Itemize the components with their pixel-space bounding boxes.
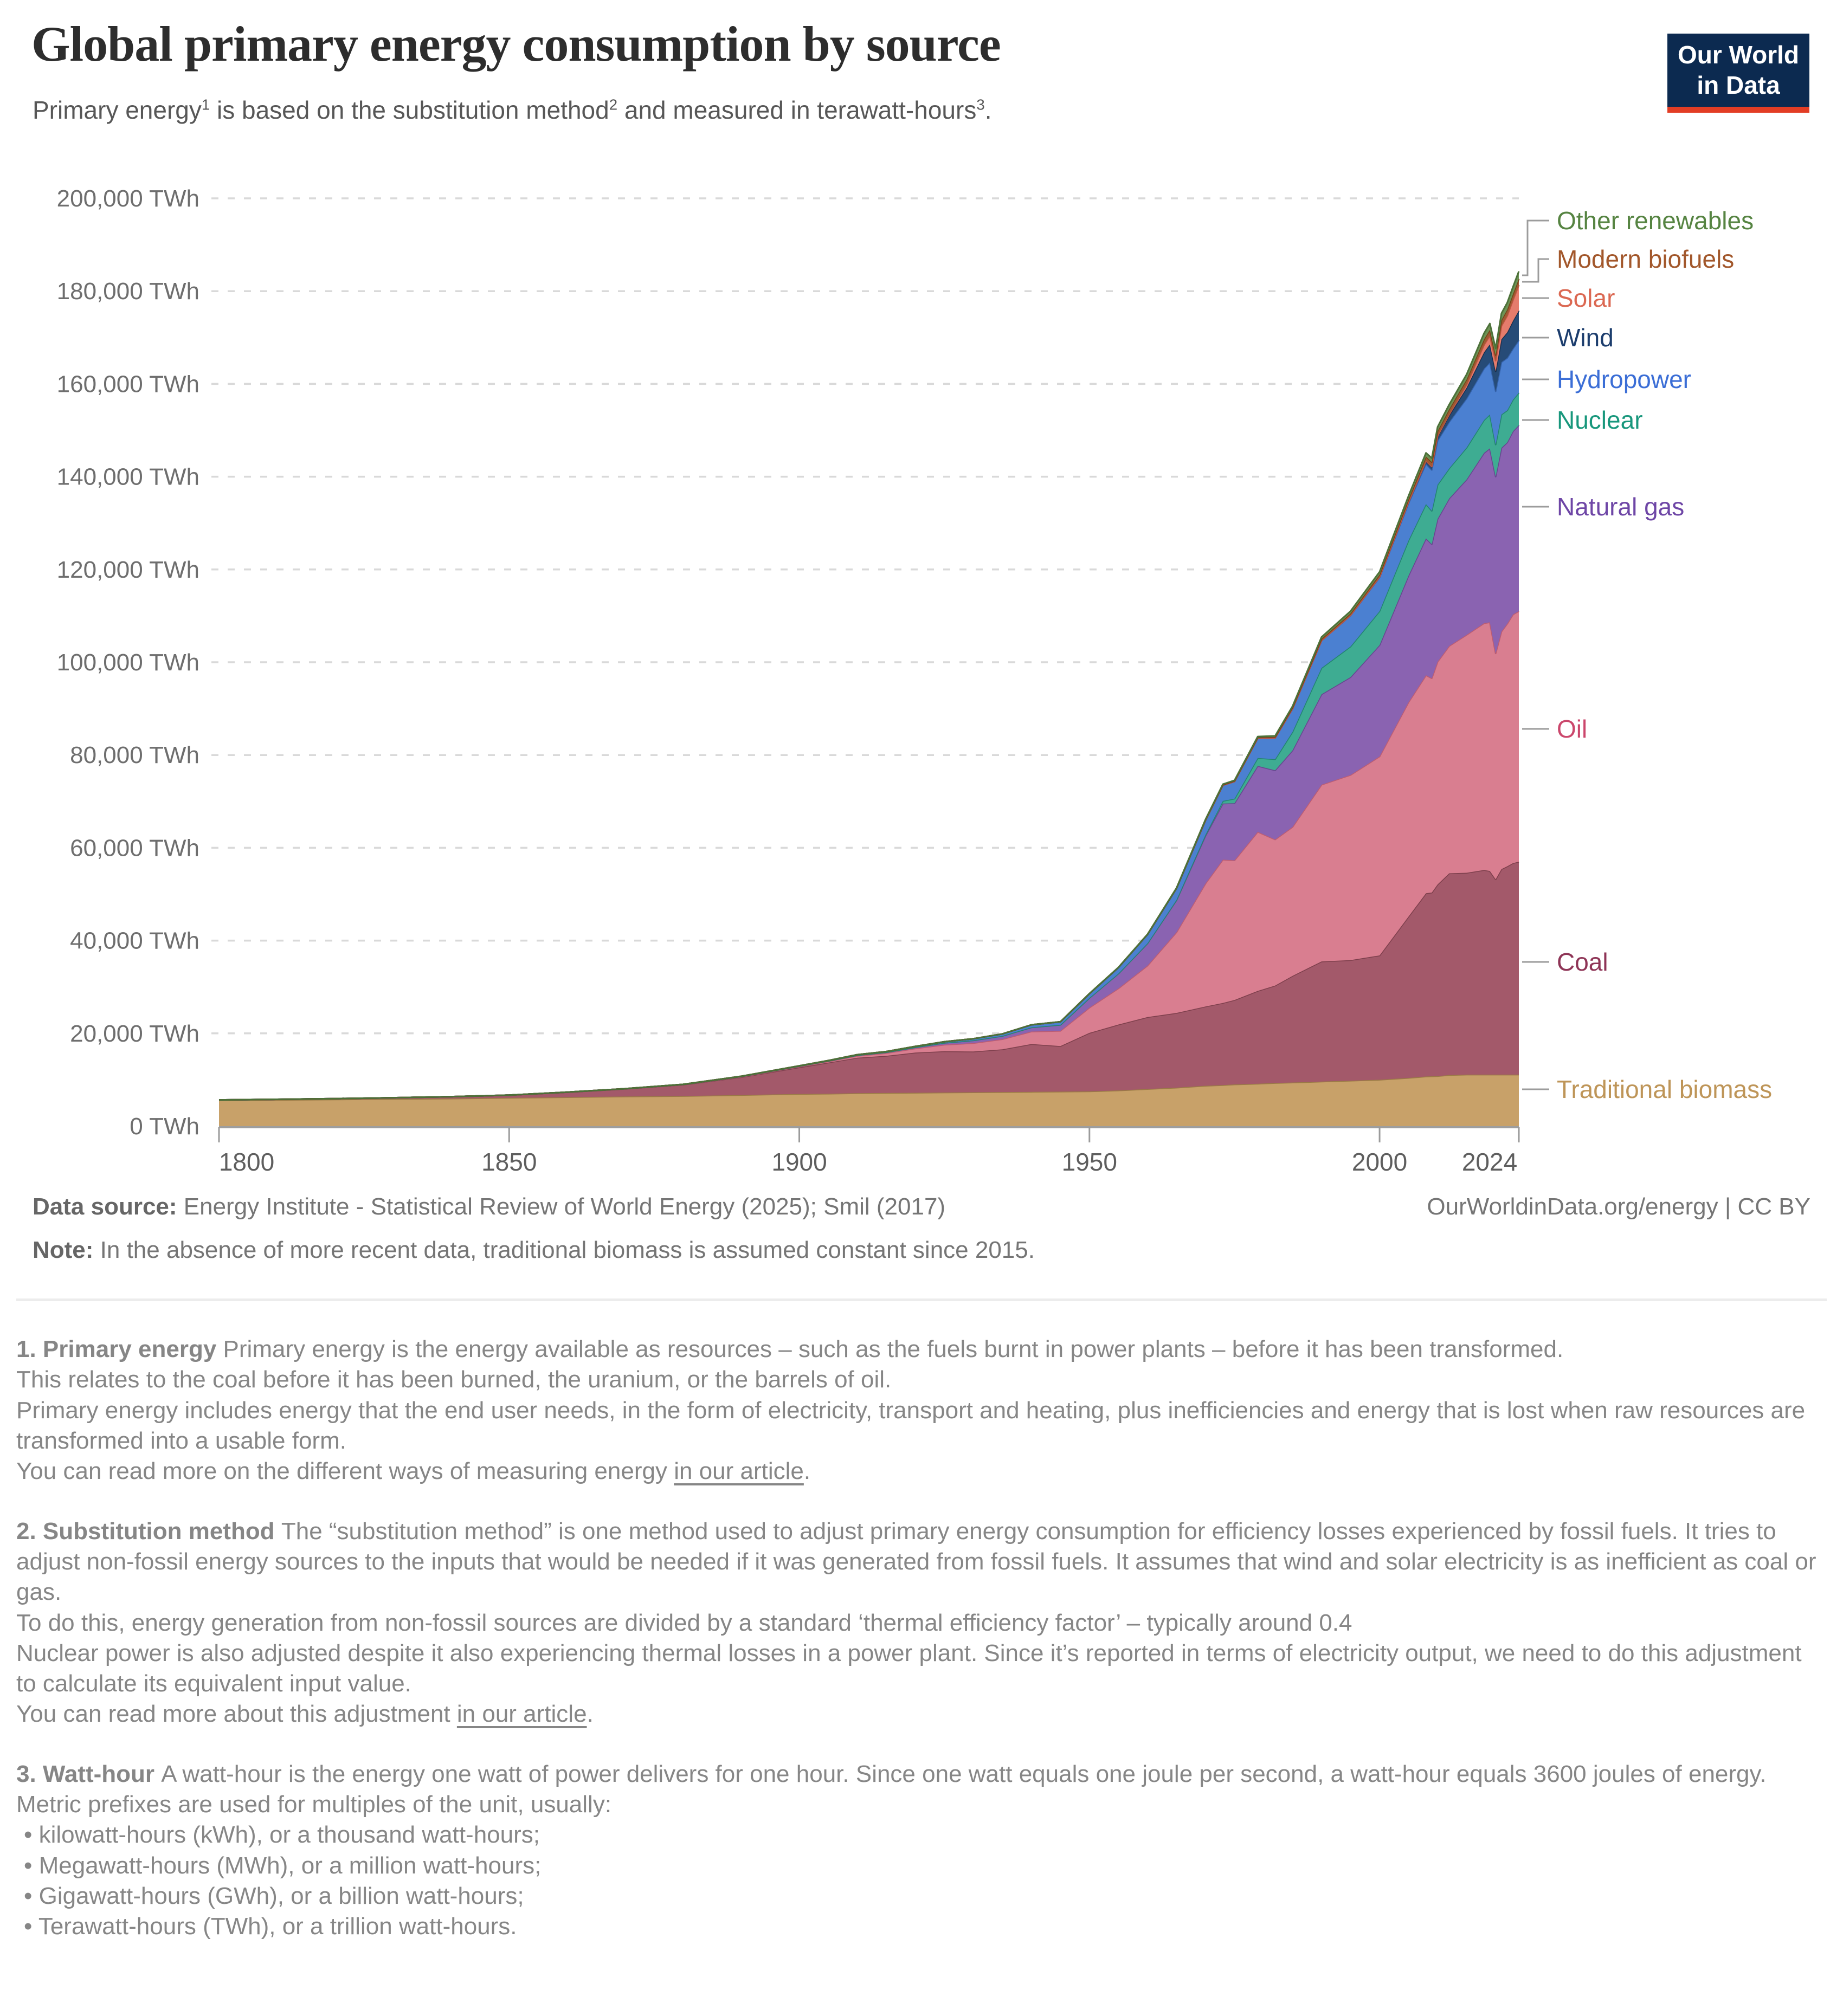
page-title: Global primary energy consumption by source bbox=[31, 16, 1001, 72]
data-source-text: Energy Institute - Statistical Review of World Energy (2025); Smil (2017) bbox=[177, 1193, 946, 1220]
note-label: Note: bbox=[33, 1237, 94, 1263]
footnote-bullet: • Gigawatt-hours (GWh), or a billion watt-hours; bbox=[24, 1883, 524, 1909]
footnote-line: Metric prefixes are used for multiples of the unit, usually: bbox=[16, 1791, 612, 1818]
legend-label-wind[interactable]: Wind bbox=[1557, 324, 1614, 352]
y-axis-tick-label: 20,000 TWh bbox=[70, 1020, 199, 1047]
footnote-line: You can read more on the different ways of measuring energy in our article. bbox=[16, 1458, 811, 1485]
y-axis-tick-label: 80,000 TWh bbox=[70, 742, 199, 769]
article-link[interactable]: in our article bbox=[674, 1458, 804, 1485]
footnote-bullet: • kilowatt-hours (kWh), or a thousand watt-hours; bbox=[24, 1821, 540, 1849]
y-axis-tick-label: 60,000 TWh bbox=[70, 835, 199, 862]
footnote-ref-3: 3 bbox=[976, 96, 985, 113]
x-axis-tick-label: 2024 bbox=[1461, 1148, 1518, 1176]
article-link[interactable]: in our article bbox=[456, 1701, 587, 1728]
subtitle-text: Primary energy bbox=[33, 96, 202, 124]
footnote-1 bbox=[16, 1334, 1821, 1487]
footnote-line: You can read more about this adjustment in our article. bbox=[16, 1701, 594, 1728]
note-row bbox=[33, 1237, 1810, 1264]
data-source-label: Data source: bbox=[33, 1193, 177, 1220]
legend-label-coal[interactable]: Coal bbox=[1557, 948, 1608, 976]
footnote-line: Primary energy includes energy that the end user needs, in the form of electricity, transport and heating, plus inefficiencies and energy that is lost when raw resources are transformed into a usable form. bbox=[16, 1397, 1806, 1454]
x-axis-tick-label: 2000 bbox=[1351, 1148, 1408, 1176]
legend-label-solar[interactable]: Solar bbox=[1557, 284, 1615, 312]
y-axis-tick-label: 0 TWh bbox=[130, 1113, 199, 1140]
x-axis-tick-label: 1850 bbox=[481, 1148, 537, 1176]
footnote-line: 1. Primary energy Primary energy is the energy available as resources – such as the fuels burnt in power plants – before it has been transformed. bbox=[16, 1336, 1564, 1362]
y-axis-tick-label: 40,000 TWh bbox=[70, 927, 199, 954]
y-axis-tick-label: 120,000 TWh bbox=[56, 556, 199, 583]
footnote-heading: 1. Primary energy bbox=[16, 1336, 223, 1362]
chart-subtitle: Primary energy$^1$ is based on the substitution method$^2$ and measured in terawatt-hours$^3$. bbox=[33, 96, 992, 124]
footnotes-section bbox=[16, 1334, 1821, 1972]
legend-label-natural_gas[interactable]: Natural gas bbox=[1557, 493, 1685, 521]
footnote-2 bbox=[16, 1516, 1821, 1730]
y-axis-tick-label: 140,000 TWh bbox=[56, 463, 199, 490]
y-axis-tick-label: 160,000 TWh bbox=[56, 371, 199, 398]
x-axis-tick-label: 1950 bbox=[1061, 1148, 1117, 1176]
footnote-line: Nuclear power is also adjusted despite it also experiencing thermal losses in a power plant. Since it’s reported in terms of electricity output, we need to do this adjustment to calculate its equivalent input value. bbox=[16, 1639, 1802, 1697]
legend-label-hydropower[interactable]: Hydropower bbox=[1557, 365, 1691, 393]
note-text: In the absence of more recent data, traditional biomass is assumed constant since 2015. bbox=[93, 1237, 1035, 1263]
legend-connector-other_renewables bbox=[1522, 221, 1549, 275]
footnote-ref-1: 1 bbox=[201, 96, 210, 113]
footnote-bullet: • Terawatt-hours (TWh), or a trillion watt-hours. bbox=[24, 1913, 517, 1940]
footnote-line: This relates to the coal before it has been burned, the uranium, or the barrels of oil. bbox=[16, 1366, 892, 1393]
legend-label-modern_biofuels[interactable]: Modern biofuels bbox=[1557, 245, 1735, 273]
footnote-heading: 2. Substitution method bbox=[16, 1517, 281, 1545]
owid-url-link[interactable]: OurWorldinData.org/energy | CC BY bbox=[1427, 1193, 1810, 1220]
legend-label-oil[interactable]: Oil bbox=[1557, 715, 1588, 743]
legend-connector-modern_biofuels bbox=[1522, 259, 1549, 282]
legend-label-traditional_biomass[interactable]: Traditional biomass bbox=[1557, 1075, 1773, 1103]
owid-logo-line1: Our World bbox=[1677, 41, 1800, 69]
x-axis-tick-label: 1800 bbox=[218, 1148, 275, 1176]
y-axis-tick-label: 180,000 TWh bbox=[56, 278, 199, 305]
footnote-ref-2: 2 bbox=[609, 96, 618, 113]
footnote-3 bbox=[16, 1759, 1821, 1942]
x-axis-tick-label: 1900 bbox=[771, 1148, 827, 1176]
legend-label-other_renewables[interactable]: Other renewables bbox=[1557, 206, 1754, 235]
y-axis-tick-label: 200,000 TWh bbox=[56, 185, 199, 212]
y-axis-tick-label: 100,000 TWh bbox=[56, 649, 199, 676]
footnote-line: To do this, energy generation from non-fossil sources are divided by a standard ‘thermal efficiency factor’ – typically around 0.4 bbox=[16, 1609, 1352, 1636]
owid-logo-line2: in Data bbox=[1697, 70, 1780, 99]
footnote-bullet: • Megawatt-hours (MWh), or a million watt-hours; bbox=[24, 1852, 542, 1879]
divider-line bbox=[16, 1298, 1827, 1301]
footnote-line: 3. Watt-hour A watt-hour is the energy one watt of power delivers for one hour. Since one watt equals one joule per second, a watt-hour equals 3600 joules of energy. bbox=[16, 1760, 1767, 1787]
footnote-line: 2. Substitution method The “substitution method” is one method used to adjust primary energy consumption for efficiency losses experienced by fossil fuels. It tries to adjust non-fossil energy sources to the inputs that would be needed if it was generated from fossil fuels. It assumes that wind and solar electricity is as inefficient as coal or gas. bbox=[16, 1517, 1816, 1606]
legend-label-nuclear[interactable]: Nuclear bbox=[1557, 406, 1643, 434]
footnote-heading: 3. Watt-hour bbox=[16, 1760, 162, 1787]
